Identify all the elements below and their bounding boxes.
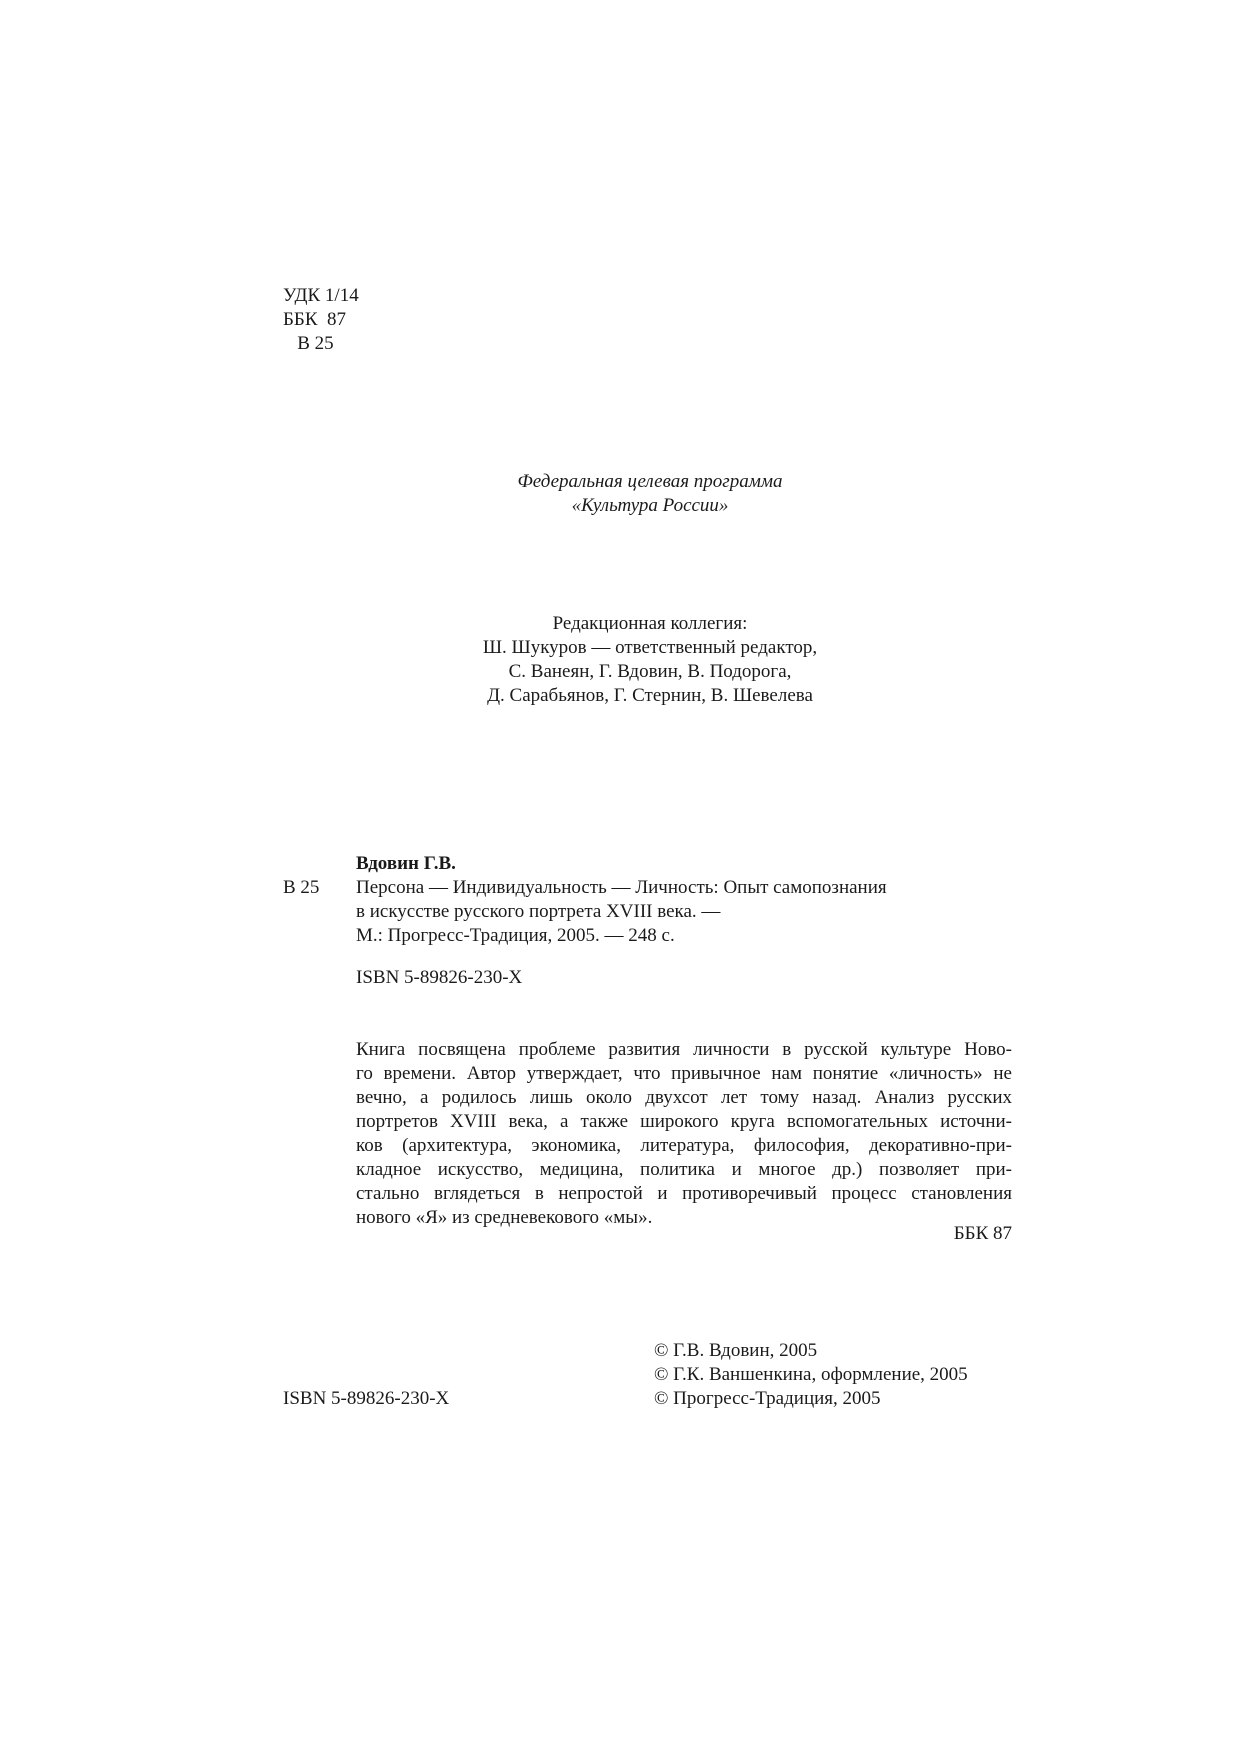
editorial-board (400, 612, 900, 708)
record-isbn: ISBN 5-89826-230-X (356, 967, 523, 988)
copyright-line: © Прогресс-Традиция, 2005 (654, 1388, 881, 1409)
federal-program (460, 470, 840, 518)
annotation-bbk: ББК 87 (953, 1223, 1012, 1244)
annotation-line: портретов XVIII века, а также широкого круга вспомогательных источни- (356, 1111, 1012, 1132)
record-imprint: М.: Прогресс-Традиция, 2005. — 248 с. (356, 925, 675, 946)
udk-code: УДК 1/14 (283, 285, 359, 306)
record-title-line-2: в искусстве русского портрета XVIII века. — (356, 901, 721, 922)
copyright-line: © Г.К. Ваншенкина, оформление, 2005 (654, 1364, 968, 1385)
annotation (356, 1038, 1012, 1230)
author-mark: В 25 (283, 333, 334, 354)
annotation-line: вечно, а родилось лишь около двухсот лет тому назад. Анализ русских (356, 1087, 1012, 1108)
bibliographic-record (356, 852, 1016, 948)
footer-isbn: ISBN 5-89826-230-X (283, 1388, 450, 1409)
annotation-line: Книга посвящена проблеме развития личности в русской культуре Ново- (356, 1039, 1012, 1060)
record-author-mark: В 25 (283, 877, 320, 898)
record-author: Вдовин Г.В. (356, 853, 456, 874)
annotation-line: нового «Я» из средневекового «мы». (356, 1207, 653, 1228)
program-line-1: Федеральная целевая программа (517, 471, 783, 492)
record-title-line-1: Персона — Индивидуальность — Личность: Опыт самопознания (356, 877, 887, 898)
bbk-code: ББК 87 (283, 309, 346, 330)
annotation-line: кладное искусство, медицина, политика и многое др.) позволяет при- (356, 1159, 1012, 1180)
board-heading: Редакционная коллегия: (552, 613, 748, 634)
board-line-2: С. Ванеян, Г. Вдовин, В. Подорога, (508, 661, 792, 682)
copyright-block (654, 1339, 1054, 1411)
board-line-1: Ш. Шукуров — ответственный редактор, (482, 637, 818, 658)
annotation-line: го времени. Автор утверждает, что привычное нам понятие «личность» не (356, 1063, 1012, 1084)
classification-codes (283, 284, 443, 356)
annotation-line: ков (архитектура, экономика, литература, философия, декоративно-при- (356, 1135, 1012, 1156)
annotation-line: стально вглядеться в непростой и противоречивый процесс становления (356, 1183, 1012, 1204)
board-line-3: Д. Сарабьянов, Г. Стернин, В. Шевелева (487, 685, 813, 706)
program-line-2: «Культура России» (571, 495, 729, 516)
copyright-line: © Г.В. Вдовин, 2005 (654, 1340, 818, 1361)
